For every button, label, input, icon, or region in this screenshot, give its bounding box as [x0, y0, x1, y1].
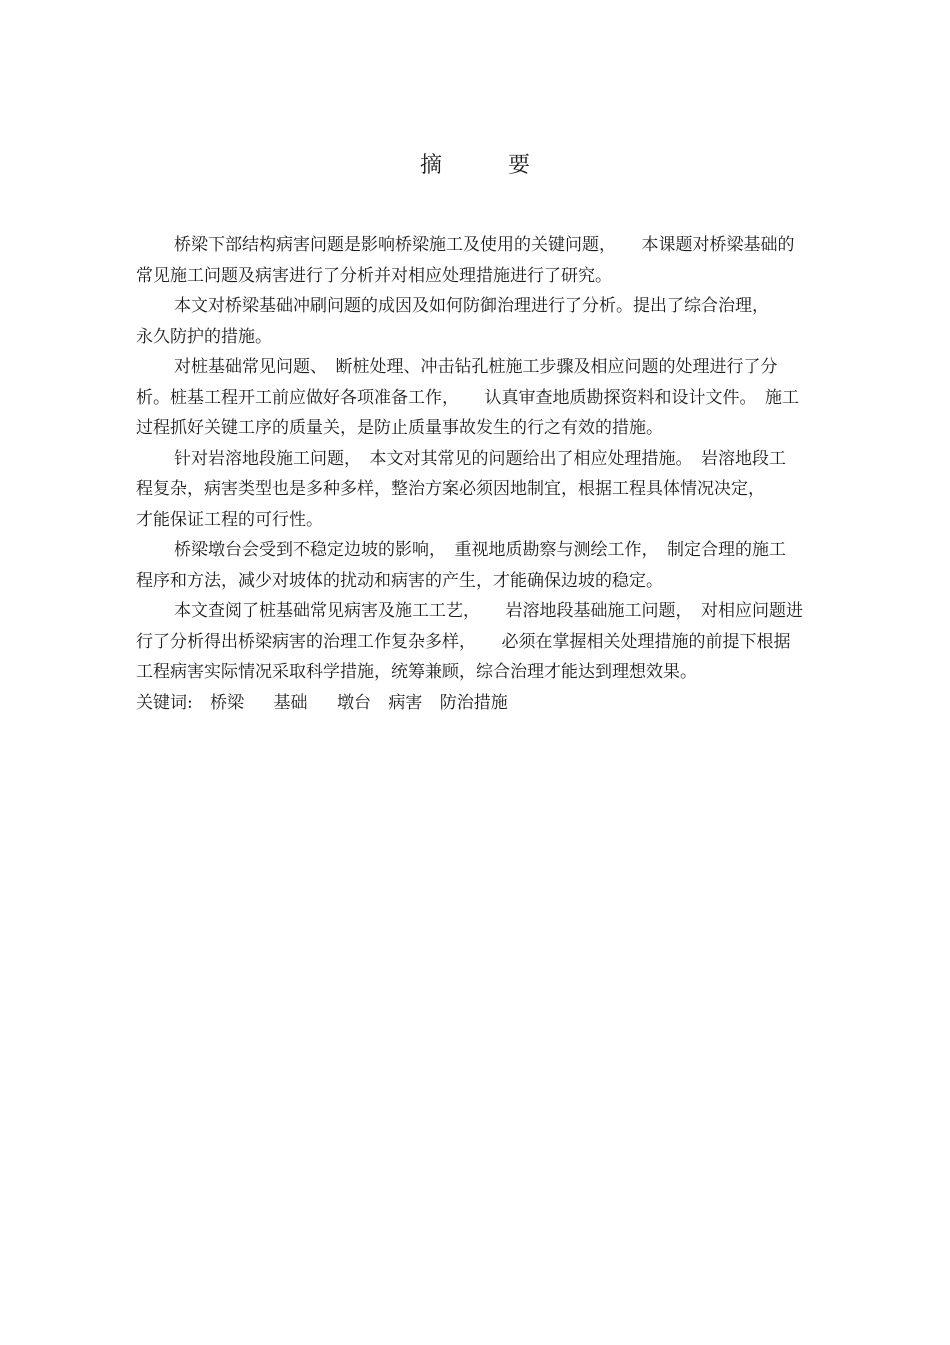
paragraph-5	[136, 535, 836, 596]
paragraph-line: 才能保证工程的可行性。	[136, 509, 323, 530]
paragraph-2	[136, 291, 836, 352]
paragraph-3	[136, 352, 836, 444]
paragraph-line: 桥梁墩台会受到不稳定边坡的影响， 重视地质勘察与测绘工作， 制定合理的施工	[174, 540, 786, 560]
paragraph-line: 本文查阅了桩基础常见病害及施工工艺， 岩溶地段基础施工问题， 对相应问题进	[174, 601, 803, 621]
paragraph-line: 常见施工问题及病害进行了分析并对相应处理措施进行了研究。	[136, 265, 612, 286]
paragraph-line: 对桩基础常见问题、 断桩处理、冲击钻孔桩施工步骤及相应问题的处理进行了分	[174, 357, 778, 377]
keyword-item: 墩台	[336, 692, 371, 713]
paragraph-line: 本文对桥梁基础冲刷问题的成因及如何防御治理进行了分析。提出了综合治理，	[174, 296, 769, 316]
paragraph-line: 程序和方法，减少对坡体的扰动和病害的产生，才能确保边坡的稳定。	[136, 570, 663, 591]
paragraph-1	[136, 230, 836, 291]
abstract-title: 摘 要	[419, 153, 552, 178]
paragraph-line: 工程病害实际情况采取科学措施，统筹兼顾，综合治理才能达到理想效果。	[136, 662, 697, 682]
paragraph-line: 行了分析得出桥梁病害的治理工作复杂多样， 必须在掌握相关处理措施的前提下根据	[136, 631, 791, 652]
paragraph-line: 析。桩基工程开工前应做好各项准备工作， 认真审查地质勘探资料和设计文件。 施工	[136, 387, 799, 408]
keyword-item: 防治措施	[439, 692, 508, 713]
paragraph-6	[136, 596, 836, 688]
keyword-item: 基础	[273, 692, 308, 713]
paragraph-line: 桥梁下部结构病害问题是影响桥梁施工及使用的关键问题， 本课题对桥梁基础的	[174, 235, 795, 255]
paragraph-4	[136, 444, 836, 536]
keyword-item: 桥梁	[210, 692, 245, 713]
keyword-item: 病害	[388, 692, 423, 713]
paragraph-line: 针对岩溶地段施工问题， 本文对其常见的问题给出了相应处理措施。 岩溶地段工	[174, 448, 786, 469]
paragraph-line: 过程抓好关键工序的质量关，是防止质量事故发生的行之有效的措施。	[136, 418, 663, 438]
keywords-label: 关键词:	[136, 692, 193, 713]
keywords-line	[136, 688, 836, 719]
abstract-body	[136, 230, 836, 718]
paragraph-line: 程复杂，病害类型也是多种多样，整治方案必须因地制宜，根据工程具体情况决定，	[136, 479, 765, 499]
paragraph-line: 永久防护的措施。	[136, 326, 272, 347]
